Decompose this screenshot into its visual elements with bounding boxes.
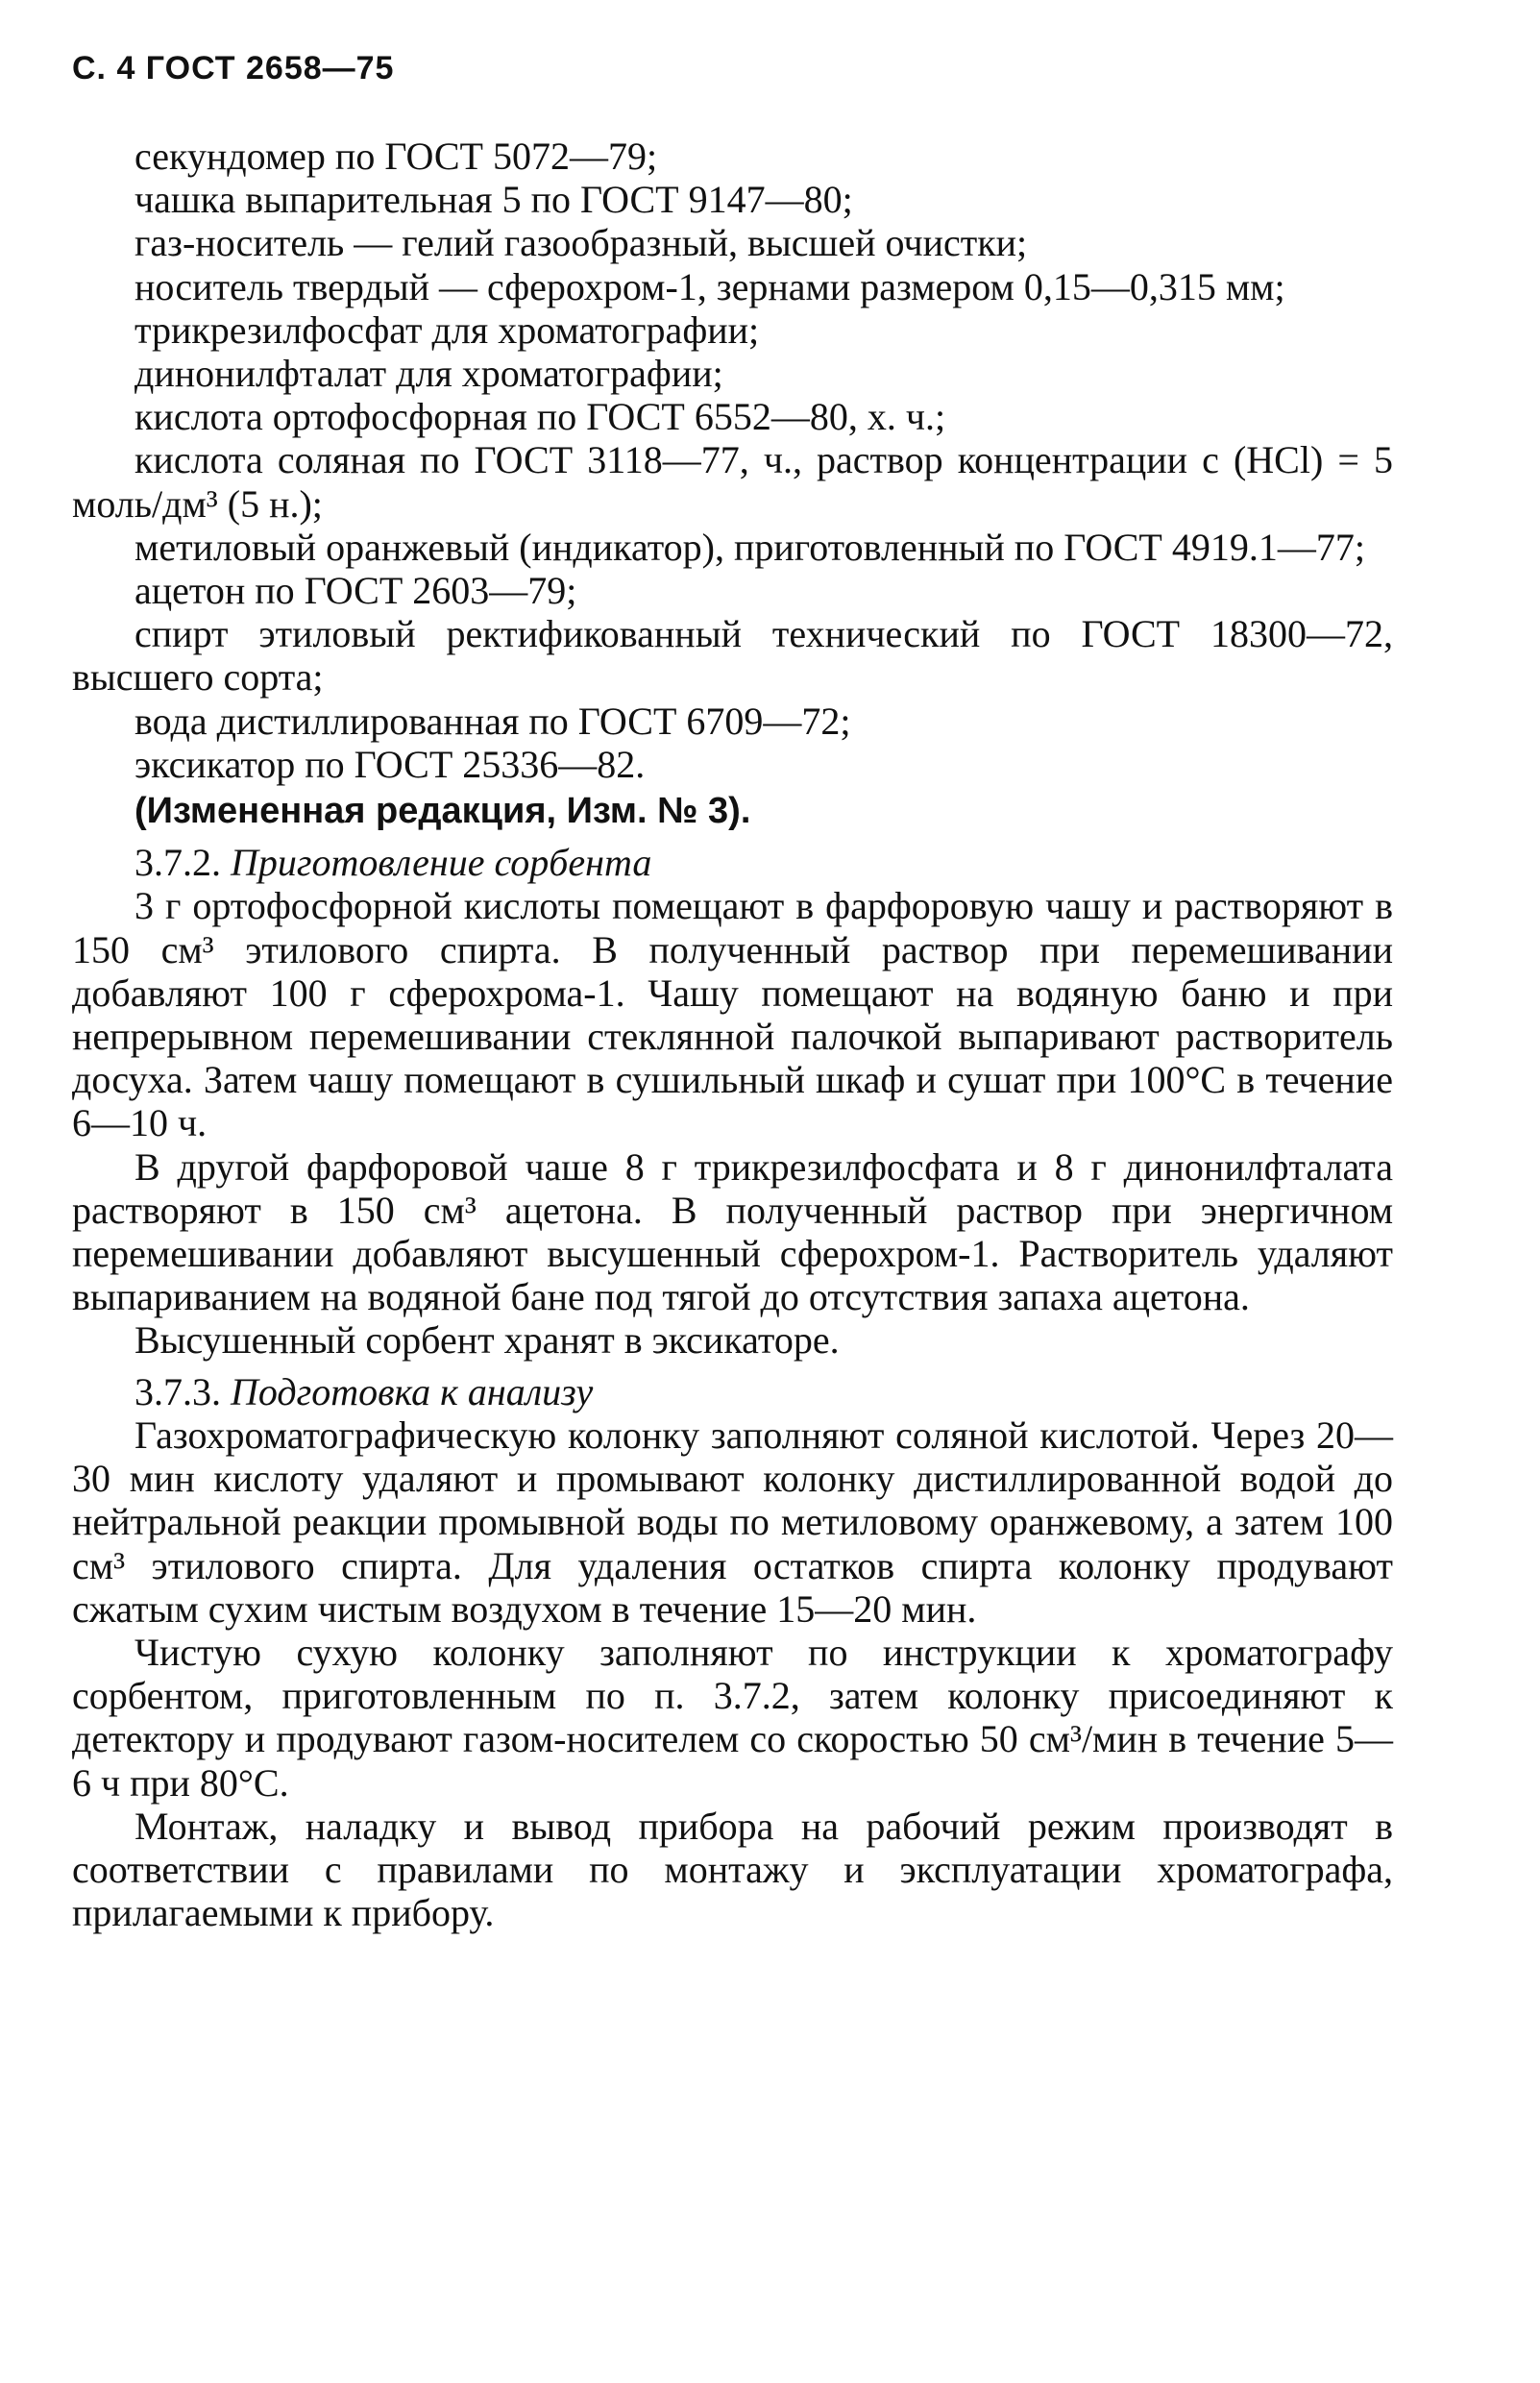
section-number: 3.7.2. — [134, 841, 221, 885]
list-item: эксикатор по ГОСТ 25336—82. — [134, 742, 646, 786]
paragraph: В другой фарфоровой чаше 8 г трикрезилфосфата и 8 г динонилфталата растворяют в 150 см³ ацетона. В полученный раствор при энергичном перемешивании добавляют высушенный сферохром-1. Растворитель удаляют выпариванием на водяной бане под тягой до отсутствия запаха ацетона. — [72, 1144, 1393, 1319]
section-title: Приготовление сорбента — [231, 841, 652, 885]
paragraph: Газохроматографическую колонку заполняют соляной кислотой. Через 20—30 мин кислоту удаляют и промывают колонку дистиллированной водой до нейтральной реакции промывной воды по метиловому оранжевому, а затем 100 см³ этилового спирта. Для удаления остатков спирта колонку продувают сжатым сухим чистым воздухом в течение 15—20 мин. — [72, 1413, 1393, 1631]
list-item: спирт этиловый ректификованный технический по ГОСТ 18300—72, высшего сорта; — [72, 612, 1393, 700]
section-title: Подготовка к анализу — [231, 1369, 594, 1413]
section-heading-3-7-3 — [72, 1370, 1393, 1413]
list-item: секундомер по ГОСТ 5072—79; — [134, 135, 658, 178]
section-heading-3-7-2 — [72, 841, 1393, 884]
list-item: кислота соляная по ГОСТ 3118—77, ч., раствор концентрации с (HCl) = 5 моль/дм³ (5 н.); — [72, 438, 1393, 526]
list-item: динонилфталат для хроматографии; — [134, 352, 723, 396]
paragraph: Высушенный сорбент хранят в эксикаторе. — [134, 1318, 840, 1363]
list-item: газ-носитель — гелий газообразный, высшей очистки; — [134, 221, 1028, 265]
paragraph: 3 г ортофосфорной кислоты помещают в фарфоровую чашу и растворяют в 150 см³ этилового спирта. В полученный раствор при перемешивании добавляют 100 г сферохрома-1. Чашу помещают на водяную баню и при непрерывном перемешивании стеклянной палочкой выпаривают растворитель досуха. Затем чашу помещают в сушильный шкаф и сушат при 100°С в течение 6—10 ч. — [72, 884, 1393, 1145]
equipment-list — [72, 135, 1393, 786]
revision-note: (Измененная редакция, Изм. № 3). — [134, 791, 751, 832]
paragraph: Чистую сухую колонку заполняют по инструкции к хроматографу сорбентом, приготовленным по п. 3.7.2, затем колонку присоединяют к детектору и продувают газом-носителем со скоростью 50 см³/мин в течение 5—6 ч при 80°С. — [72, 1630, 1393, 1805]
list-item: носитель твердый — сферохром-1, зернами размером 0,15—0,315 мм; — [134, 264, 1285, 308]
page-header: С. 4 ГОСТ 2658—75 — [72, 50, 395, 86]
list-item: вода дистиллированная по ГОСТ 6709—72; — [134, 699, 851, 743]
list-item: чашка выпарительная 5 по ГОСТ 9147—80; — [134, 178, 853, 222]
list-item: кислота ортофосфорная по ГОСТ 6552—80, х. ч.; — [134, 395, 946, 439]
paragraph: Монтаж, наладку и вывод прибора на рабочий режим производят в соответствии с правилами по монтажу и эксплуатации хроматографа, прилагаемыми к прибору. — [72, 1804, 1393, 1935]
document-body — [72, 135, 1393, 1934]
section-number: 3.7.3. — [134, 1369, 221, 1413]
list-item: ацетон по ГОСТ 2603—79; — [134, 569, 577, 613]
list-item: трикрезилфосфат для хроматографии; — [134, 307, 760, 352]
list-item: метиловый оранжевый (индикатор), приготовленный по ГОСТ 4919.1—77; — [134, 525, 1365, 569]
